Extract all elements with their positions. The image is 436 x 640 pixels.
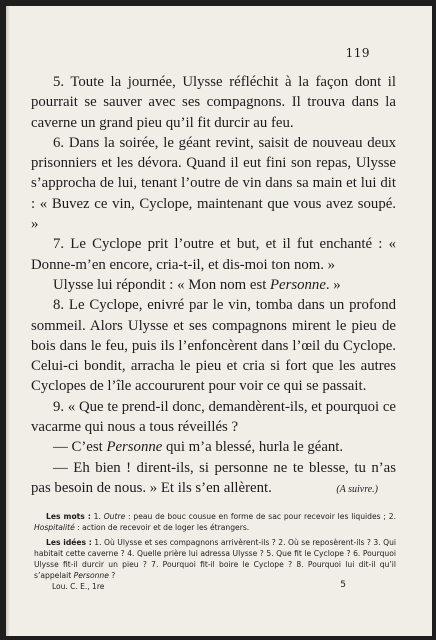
printer-signature: Lou. C. E., 1re (52, 582, 105, 591)
note-mots-label: Les mots : (46, 512, 91, 521)
paragraph-ulysse-reply (31, 275, 396, 295)
giant-text-before: — C’est (53, 439, 107, 456)
note-les-idees (34, 537, 396, 581)
note-idees-label: Les idées : (46, 538, 92, 547)
dialogue-cyclopes: — Eh bien ! dirent-ils, si personne ne te blesse, tu n’as pas besoin de nous. » Et ils s’en allèrent. (31, 459, 396, 496)
signature-mark: 5 (340, 580, 346, 590)
page-number: 119 (345, 46, 370, 60)
note-def-outre: : peau de bouc cousue en forme de sac pour recevoir les liquides ; 2. (125, 512, 396, 521)
giant-name-personne: Personne (106, 439, 163, 456)
continuation-note: (A suivre.) (336, 484, 378, 495)
book-page (6, 6, 432, 636)
note-idees-text: 1. Où Ulysse et ses compagnons arrivèrent-ils ? 2. Où se reposèrent-ils ? 3. Qui habitait cette caverne ? 4. Quelle prière lui adressa Ulysse ? 5. Que fit le Cyclope ? 6. Pourquoi Ulysse fit-il durcir un pieu ? 7. Pourquoi fit-il boire le Cyclope ? 8. Pourquoi lui dit-il qu’il s’appelait (34, 538, 396, 580)
body-text (31, 72, 396, 498)
spine-shadow (6, 6, 10, 636)
paragraph-5: 5. Toute la journée, Ulysse réfléchit à la façon dont il pourrait se sauver avec ses compagnons. Il trouva dans la caverne un grand pieu qu’il fit durcir au feu. (31, 74, 396, 131)
reply-text-after: . » (325, 276, 341, 293)
note-idees-personne: Personne (73, 571, 109, 580)
note-idees-end: ? (108, 571, 116, 580)
reply-text-before: Ulysse lui répondit : « Mon nom est (53, 276, 271, 293)
note-mots-n1: 1. (90, 512, 104, 521)
note-term-hospitalite: Hospitalité (34, 523, 75, 532)
reply-name-personne: Personne (270, 276, 326, 293)
giant-text-after: qui m’a blessé, hurla le géant. (162, 439, 344, 456)
paragraph-7: 7. Le Cyclope prit l’outre et but, et il fut enchanté : « Donne-m’en encore, cria-t-il, et dis-moi ton nom. » (31, 236, 396, 273)
paragraph-6: 6. Dans la soirée, le géant revint, saisit de nouveau deux prisonniers et les dévora. Quand il eut fini son repas, Ulysse s’approcha de lui, tenant l’outre de vin dans sa main et lui dit : « Buvez ce vin, Cyclope, maintenant que vous avez soupé. » (31, 134, 396, 233)
note-def-hospitalite: : action de recevoir et de loger les étrangers. (74, 523, 250, 532)
footnotes (34, 511, 396, 585)
paragraph-8: 8. Le Cyclope, enivré par le vin, tomba dans un profond sommeil. Alors Ulysse et ses compagnons mirent le pieu de bois dans le feu, puis ils l’enfoncèrent dans l’œil du Cyclope. Celui-ci bondit, arracha le pieu et cria si fort que les autres Cyclopes de l’île accoururent pour voir ce qui se passait. (31, 297, 396, 395)
note-term-outre: Outre (103, 512, 126, 521)
note-les-mots (34, 511, 396, 533)
dialogue-giant (31, 437, 396, 457)
paragraph-9: 9. « Que te prend-il donc, demandèrent-ils, et pourquoi ce vacarme qui nous a tous réveillés ? (31, 398, 396, 436)
